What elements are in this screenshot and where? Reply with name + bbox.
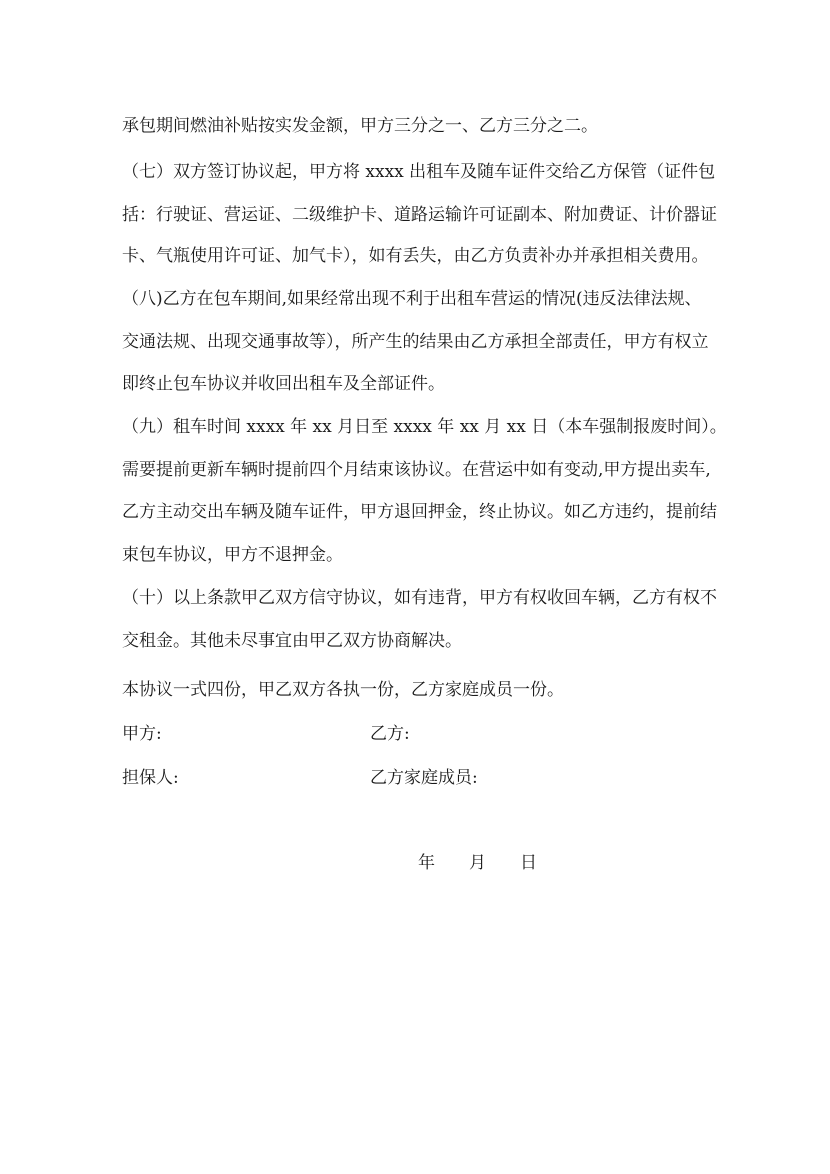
party-b-family-signature-label: 乙方家庭成员: [370,768,478,788]
text-line: 束包车协议，甲方不退押金。 [122,545,343,565]
text-line: 乙方主动交出车辆及随车证件，甲方退回押金，终止协议。如乙方违约，提前结 [122,502,717,522]
text-line: 承包期间燃油补贴按实发金额，甲方三分之一、乙方三分之二。 [122,116,598,136]
party-b-signature-label: 乙方: [370,724,410,744]
party-a-signature-label: 甲方: [122,724,162,744]
date-line: 年 月 日 [418,853,537,873]
guarantor-signature-label: 担保人: [122,768,179,788]
text-line: 括：行驶证、营运证、二级维护卡、道路运输许可证副本、附加费证、计价器证 [122,205,717,225]
text-line: 本协议一式四份，甲乙双方各执一份，乙方家庭成员一份。 [122,680,564,700]
text-line: （十）以上条款甲乙双方信守协议，如有违背，甲方有权收回车辆，乙方有权不 [122,588,717,608]
text-line: 需要提前更新车辆时提前四个月结束该协议。在营运中如有变动,甲方提出卖车, [122,460,711,480]
text-line: （七）双方签订协议起，甲方将 xxxx 出租车及随车证件交给乙方保管（证件包 [122,162,716,182]
text-line: 即终止包车协议并收回出租车及全部证件。 [122,374,445,394]
text-line: 卡、气瓶使用许可证、加气卡），如有丢失，由乙方负责补办并承担相关费用。 [122,246,709,266]
text-line: 交租金。其他未尽事宜由甲乙双方协商解决。 [122,631,462,651]
text-line: 交通法规、出现交通事故等），所产生的结果由乙方承担全部责任，甲方有权立 [122,332,709,352]
text-line: （九）租车时间 xxxx 年 xx 月日至 xxxx 年 xx 月 xx 日（本车强制报废时间）。 [122,417,727,437]
text-line: （八)乙方在包车期间,如果经常出现不利于出租车营运的情况(违反法律法规、 [122,289,702,309]
